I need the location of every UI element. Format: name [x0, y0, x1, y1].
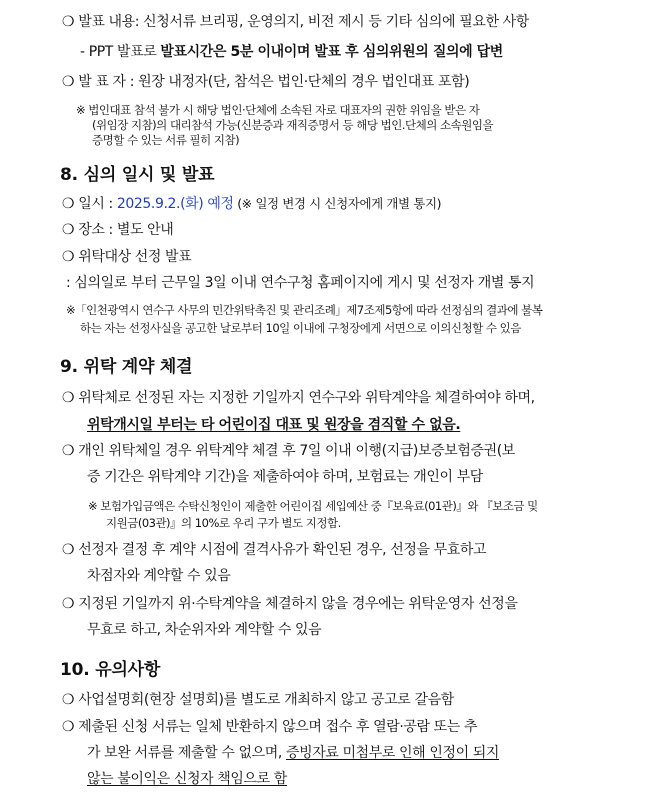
- contract-item-3-line-1: ❍ 선정자 결정 후 계약 시점에 결격사유가 확인된 경우, 선정을 무효하고: [62, 542, 487, 558]
- contract-item-2-line-1: ❍ 개인 위탁체일 경우 위탁계약 체결 후 7일 이내 이행(지급)보증보험증권(보: [62, 443, 515, 459]
- contract-item-4-line-1: ❍ 지정된 기일까지 위·수탁계약을 체결하지 않을 경우에는 위탁운영자 선정을: [62, 596, 518, 612]
- presentation-content-line: ❍ 발표 내용: 신청서류 브리핑, 운영의지, 비전 제시 등 기타 심의에 필요한 사항: [62, 14, 529, 30]
- notice-item-2-underlined: 증빙자료 미첨부로 인해 인정이 되지: [285, 745, 500, 761]
- appeal-note-line-2: 하는 자는 선정사실을 공고한 날로부터 10일 이내에 구청장에게 서면으로 이의신청할 수 있음: [80, 321, 521, 335]
- contract-item-3-line-2: 차점자와 계약할 수 있음: [87, 568, 231, 584]
- contract-item-1-line-1: ❍ 위탁체로 선정된 자는 지정한 기일까지 연수구와 위탁계약을 체결하여야 하며,: [62, 390, 535, 406]
- appeal-note-line-1: ※「인천광역시 연수구 사무의 민간위탁촉진 및 관리조례」제7조제5항에 따라 선정심의 결과에 불복: [66, 303, 543, 317]
- notice-item-2-line-1: ❍ 제출된 신청 서류는 일체 반환하지 않으며 접수 후 열람·공람 또는 추: [62, 719, 478, 735]
- ppt-time-bold: 발표시간은 5분 이내이며 발표 후 심의위원의 질의에 답변: [160, 44, 503, 60]
- insurance-note-line-1: ※ 보험가입금액은 수탁신청인이 제출한 어린이집 세입예산 중『보육료(01관)』와 『보조금 및: [88, 499, 538, 513]
- contract-item-1-line-2: 위탁개시일 부터는 타 어린이집 대표 및 원장을 겸직할 수 없음.: [87, 417, 461, 433]
- announce-detail-line: : 심의일로 부터 근무일 3일 이내 연수구청 홈페이지에 게시 및 선정자 개별 통지: [66, 275, 535, 291]
- notice-item-1: ❍ 사업설명회(현장 설명회)를 별도로 개최하지 않고 공고로 갈음함: [62, 692, 454, 708]
- section-10-heading: 10. 유의사항: [60, 660, 161, 680]
- place-line: ❍ 장소 : 별도 안내: [62, 222, 174, 238]
- schedule-note: (※ 일정 변경 시 신청자에게 개별 통지): [233, 196, 442, 211]
- proxy-note-line-1: ※ 법인대표 참석 불가 시 해당 법인·단체에 소속된 자로 대표자의 권한 위임을 받은 자: [76, 103, 480, 117]
- schedule-date: 2025.9.2.(화) 예정: [116, 196, 234, 212]
- section-9-heading: 9. 위탁 계약 체결: [60, 357, 193, 377]
- insurance-note-line-2: 지원금(03관)』의 10%로 우리 구가 별도 지정함.: [106, 516, 341, 530]
- ppt-time-prefix: - PPT 발표로: [80, 44, 161, 60]
- notice-item-2-line-2: [87, 743, 499, 763]
- notice-item-2-plain: 가 보완 서류를 제출할 수 없으며,: [87, 745, 286, 761]
- contract-item-2-line-2: 증 기간은 위탁계약 기간)을 제출하여야 하며, 보험료는 개인이 부담: [87, 469, 483, 485]
- schedule-prefix: ❍ 일시 :: [62, 196, 117, 212]
- section-8-heading: 8. 심의 일시 및 발표: [60, 165, 215, 185]
- contract-item-4-line-2: 무효로 하고, 차순위자와 계약할 수 있음: [87, 622, 322, 638]
- proxy-note-line-3: 증명할 수 있는 서류 필히 지참): [92, 133, 240, 147]
- proxy-note-line-2: (위임장 지참)의 대리참석 가능(신분증과 재직증명서 등 해당 법인.단체의 소속원임을: [92, 118, 494, 132]
- schedule-line: [62, 194, 441, 214]
- presenter-line: ❍ 발 표 자 : 원장 내정자(단, 참석은 법인·단체의 경우 법인대표 포함): [62, 74, 470, 90]
- ppt-time-line: [80, 42, 503, 62]
- notice-item-2-line-3: 않는 불이익은 신청자 책임으로 함: [87, 771, 287, 787]
- announce-line: ❍ 위탁대상 선정 발표: [62, 249, 192, 265]
